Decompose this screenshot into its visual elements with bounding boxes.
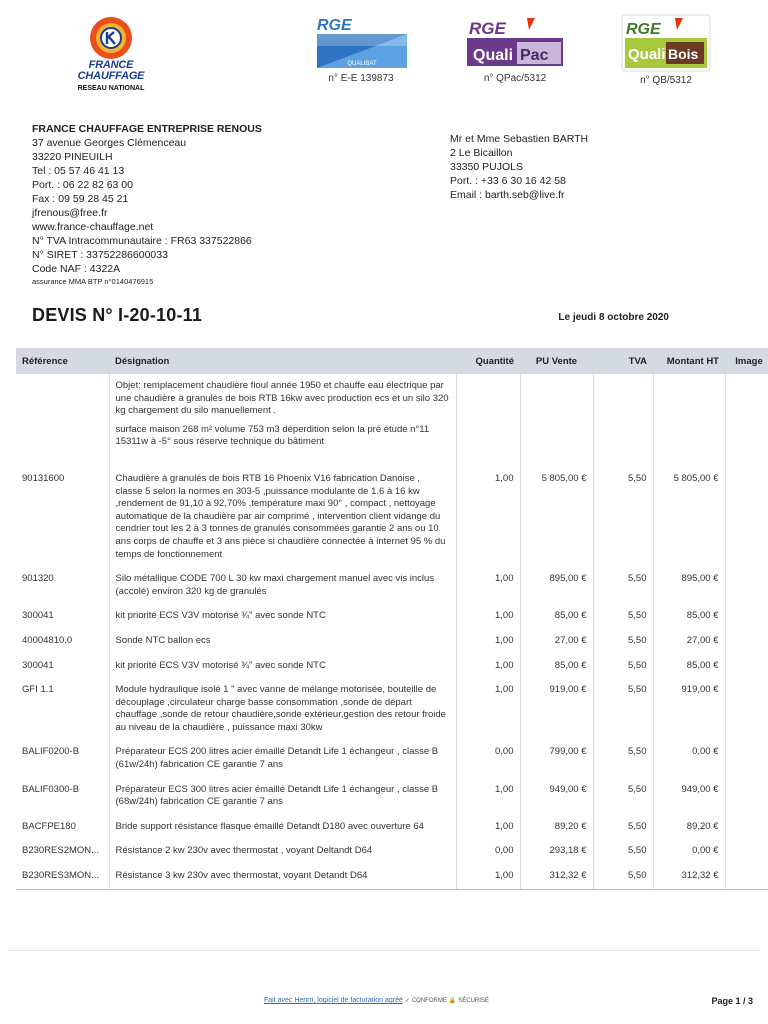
qualipac-number: n° QPac/5312 [483, 73, 547, 84]
header-designation: Désignation [109, 348, 456, 374]
cell-vat: 5,50 [593, 567, 653, 604]
table-row [16, 604, 768, 629]
table-row [16, 839, 768, 864]
cell-qty: 1,00 [456, 629, 520, 654]
header-image: Image [725, 348, 768, 374]
cell-ref: 901320 [16, 567, 109, 604]
table-row [16, 467, 768, 567]
sender-naf: Code NAF : 4322A [32, 263, 121, 275]
cell-designation: Bride support résistance flasque émaillé Detandt D180 avec ouverture 64 [109, 815, 456, 840]
securise-badge: SÉCURISÉ [458, 998, 489, 1004]
table-row [16, 740, 768, 777]
cell-vat: 5,50 [593, 467, 653, 567]
qualipac-label-b: Pac [520, 47, 549, 64]
sender-city: 33220 PINEUILH [32, 151, 113, 163]
cell-image [725, 778, 768, 815]
qualibat-label: QUALIBAT [347, 61, 377, 67]
company-logo [66, 16, 156, 108]
table-row [16, 567, 768, 604]
cell-total: 895,00 € [653, 567, 725, 604]
cell-designation: Préparateur ECS 300 litres acier émaillé Detandt Life 1 échangeur , classe B (68w/24h) fabrication CE garantie 7 ans [109, 778, 456, 815]
cell-total: 0,00 € [653, 740, 725, 777]
document-date: Le jeudi 8 octobre 2020 [558, 312, 669, 323]
cell-image [725, 467, 768, 567]
recipient-city: 33350 PUJOLS [450, 161, 523, 173]
header-vat: TVA [593, 348, 653, 374]
henrri-credit-link[interactable]: Fait avec Henrri, logiciel de facturation agréé [264, 997, 403, 1004]
header-ref: Référence [16, 348, 109, 374]
cell-unit-price: 85,00 € [520, 604, 593, 629]
cell-designation: kit priorité ECS V3V motorisé ¾" avec sonde NTC [109, 604, 456, 629]
cell-qty: 1,00 [456, 467, 520, 567]
conforme-badge: CONFORME [411, 998, 447, 1004]
cell-total: 312,32 € [653, 864, 725, 889]
cell-qty: 1,00 [456, 678, 520, 740]
qualibois-logo-icon [620, 14, 712, 72]
cell-image [725, 815, 768, 840]
cell-ref: B230RES2MON... [16, 839, 109, 864]
cell-vat: 5,50 [593, 839, 653, 864]
cell-image [725, 654, 768, 679]
qualibois-number: n° QB/5312 [640, 75, 692, 86]
cell-qty: 1,00 [456, 654, 520, 679]
cell-designation: Module hydraulique isolé 1 " avec vanne de mélange motorisée, bouteille de découplage ,circulateur charge basse consommation ,sonde de départ chauffage ,sonde de retour chaudière,sonde extérieur,gestion des retour froide au niveau de la chaudière , puissance maxi 30kw [109, 678, 456, 740]
table-row [16, 654, 768, 679]
cell-qty: 1,00 [456, 864, 520, 889]
cell-unit-price: 895,00 € [520, 567, 593, 604]
cell-unit-price: 312,32 € [520, 864, 593, 889]
cell-ref: BALIF0300-B [16, 778, 109, 815]
cell-total: 919,00 € [653, 678, 725, 740]
brand-name-line2: CHAUFFAGE [77, 70, 145, 82]
cell-total: 0,00 € [653, 839, 725, 864]
sender-mobile: Port. : 06 22 82 63 00 [32, 179, 133, 191]
cell-designation: Silo métallique CODE 700 L 30 kw maxi chargement manuel avec vis inclus (accolé) environ 320 kg de granulés [109, 567, 456, 604]
document-title: DEVIS N° I-20-10-11 [32, 305, 203, 325]
recipient-address [450, 132, 588, 202]
cell-vat: 5,50 [593, 678, 653, 740]
table-row [16, 678, 768, 740]
lock-icon: 🔒 [448, 998, 457, 1004]
sender-company: FRANCE CHAUFFAGE ENTREPRISE RENOUS [32, 123, 262, 135]
cell-qty: 1,00 [456, 815, 520, 840]
qualibois-label-b: Bois [668, 46, 699, 62]
cell-designation: Résistance 2 kw 230v avec thermostat , voyant Deltandt D64 [109, 839, 456, 864]
cell-designation: Résistance 3 kw 230v avec thermostat, voyant Detandt D64 [109, 864, 456, 889]
brand-name-line1: FRANCE [88, 59, 134, 71]
cell-image [725, 740, 768, 777]
cell-ref: 300041 [16, 604, 109, 629]
cell-image [725, 629, 768, 654]
cell-image [725, 604, 768, 629]
cell-vat: 5,50 [593, 740, 653, 777]
cell-image [725, 839, 768, 864]
qualipac-label-a: Quali [473, 47, 514, 64]
cell-unit-price: 949,00 € [520, 778, 593, 815]
sender-tel: Tel : 05 57 46 41 13 [32, 165, 125, 177]
brand-tagline: RESEAU NATIONAL [77, 85, 145, 92]
check-circle-icon: ✓ [404, 998, 410, 1004]
recipient-name: Mr et Mme Sebastien BARTH [450, 133, 589, 145]
flame-logo-icon [89, 16, 133, 60]
sender-website[interactable]: www.france-chauffage.net [32, 221, 154, 233]
cell-total: 85,00 € [653, 654, 725, 679]
intro-paragraph: Objet: remplacement chaudière fioul année 1950 et chauffe eau électrique par une chaudière à granulés de bois RTB 16kw avec production ecs et un silo 320 kg chargement du silo manuellement . [115, 380, 449, 417]
table-row [16, 778, 768, 815]
table-header-row [16, 348, 768, 374]
cell-ref: BACFPE180 [16, 815, 109, 840]
footer-credit [264, 997, 489, 1004]
cell-total: 89,20 € [653, 815, 725, 840]
cell-unit-price: 27,00 € [520, 629, 593, 654]
qualibois-certification [620, 14, 712, 86]
sender-siret: N° SIRET : 33752286600033 [32, 249, 168, 261]
table-row [16, 864, 768, 889]
rge-label-3: RGE [626, 21, 661, 38]
cell-total: 27,00 € [653, 629, 725, 654]
cell-image [725, 567, 768, 604]
cell-total: 949,00 € [653, 778, 725, 815]
rge-label-1: RGE [317, 17, 352, 34]
cell-designation: Sonde NTC ballon ecs [109, 629, 456, 654]
recipient-email[interactable]: Email : barth.seb@live.fr [450, 189, 565, 201]
table-row [16, 629, 768, 654]
cell-unit-price: 89,20 € [520, 815, 593, 840]
qualipac-logo-icon [465, 14, 565, 70]
intro-paragraph: surface maison 268 m² volume 753 m3 déperdition selon la pré étude n°11 15311w à -5° sous réserve technique du bâtiment [115, 423, 430, 448]
cell-qty: 1,00 [456, 567, 520, 604]
cell-unit-price: 293,18 € [520, 839, 593, 864]
items-table [16, 348, 768, 890]
sender-email[interactable]: jfrenous@free.fr [32, 207, 108, 219]
cell-designation: Préparateur ECS 200 litres acier émaillé Detandt Life 1 échangeur , classe B (61w/24h) fabrication CE garantie 7 ans [109, 740, 456, 777]
cell-unit-price: 5 805,00 € [520, 467, 593, 567]
header-total: Montant HT [653, 348, 725, 374]
sender-fax: Fax : 09 59 28 45 21 [32, 193, 129, 205]
recipient-mobile: Port. : +33 6 30 16 42 58 [450, 175, 566, 187]
cell-total: 85,00 € [653, 604, 725, 629]
cell-unit-price: 85,00 € [520, 654, 593, 679]
sender-vat: N° TVA Intracommunautaire : FR63 337522866 [32, 235, 252, 247]
cell-qty: 1,00 [456, 778, 520, 815]
recipient-street: 2 Le Bicaillon [450, 147, 513, 159]
cell-unit-price: 799,00 € [520, 740, 593, 777]
cell-image [725, 678, 768, 740]
cell-qty: 1,00 [456, 604, 520, 629]
cell-vat: 5,50 [593, 864, 653, 889]
qualibat-certification [313, 12, 409, 84]
qualibat-number: n° E-E 139873 [328, 73, 394, 84]
cell-total: 5 805,00 € [653, 467, 725, 567]
cell-ref: 300041 [16, 654, 109, 679]
cell-unit-price: 919,00 € [520, 678, 593, 740]
cell-ref: GFI 1.1 [16, 678, 109, 740]
cell-vat: 5,50 [593, 629, 653, 654]
cell-vat: 5,50 [593, 654, 653, 679]
rge-label-2: RGE [469, 19, 506, 38]
cell-ref: BALIF0200-B [16, 740, 109, 777]
sender-address [32, 122, 262, 288]
table-row [16, 815, 768, 840]
cell-qty: 0,00 [456, 740, 520, 777]
header-qty: Quantité [456, 348, 520, 374]
cell-vat: 5,50 [593, 604, 653, 629]
cell-ref: 90131600 [16, 467, 109, 567]
header-unit-price: PU Vente [520, 348, 593, 374]
sender-insurance: assurance MMA BTP n°0140476915 [32, 277, 154, 286]
qualipac-certification [465, 14, 565, 84]
cell-designation: kit priorité ECS V3V motorisé ¾" avec sonde NTC [109, 654, 456, 679]
page-number: Page 1 / 3 [711, 996, 753, 1006]
cell-qty: 0,00 [456, 839, 520, 864]
cell-vat: 5,50 [593, 815, 653, 840]
qualibat-logo-icon [313, 12, 409, 70]
cell-designation: Chaudière à granulés de bois RTB 16 Phoenix V16 fabrication Danoise , classe 5 selon la normes en 303-5 ,puissance modulante de 1.6 à 16 kw ,rendement de 91,10 à 92,70% ,température maxi 90° , compact , nettoyage automatique de la chaudière par air comprimé , intervention client vidange du cendrier tout les 2 à 3 tonnes de granulés consommées garantie 2 ans ou 10 ans corps de chauffe et 3 ans pièce si chaudière connectée à internet 95 % du temps de fonctionnement [109, 467, 456, 567]
cell-ref: B230RES3MON... [16, 864, 109, 889]
cell-vat: 5,50 [593, 778, 653, 815]
cell-image [725, 864, 768, 889]
footer-divider [8, 950, 760, 951]
qualibois-label-a: Quali [628, 46, 666, 63]
intro-row [16, 374, 768, 467]
cell-ref: 40004810.0 [16, 629, 109, 654]
sender-street: 37 avenue Georges Clémenceau [32, 137, 187, 149]
